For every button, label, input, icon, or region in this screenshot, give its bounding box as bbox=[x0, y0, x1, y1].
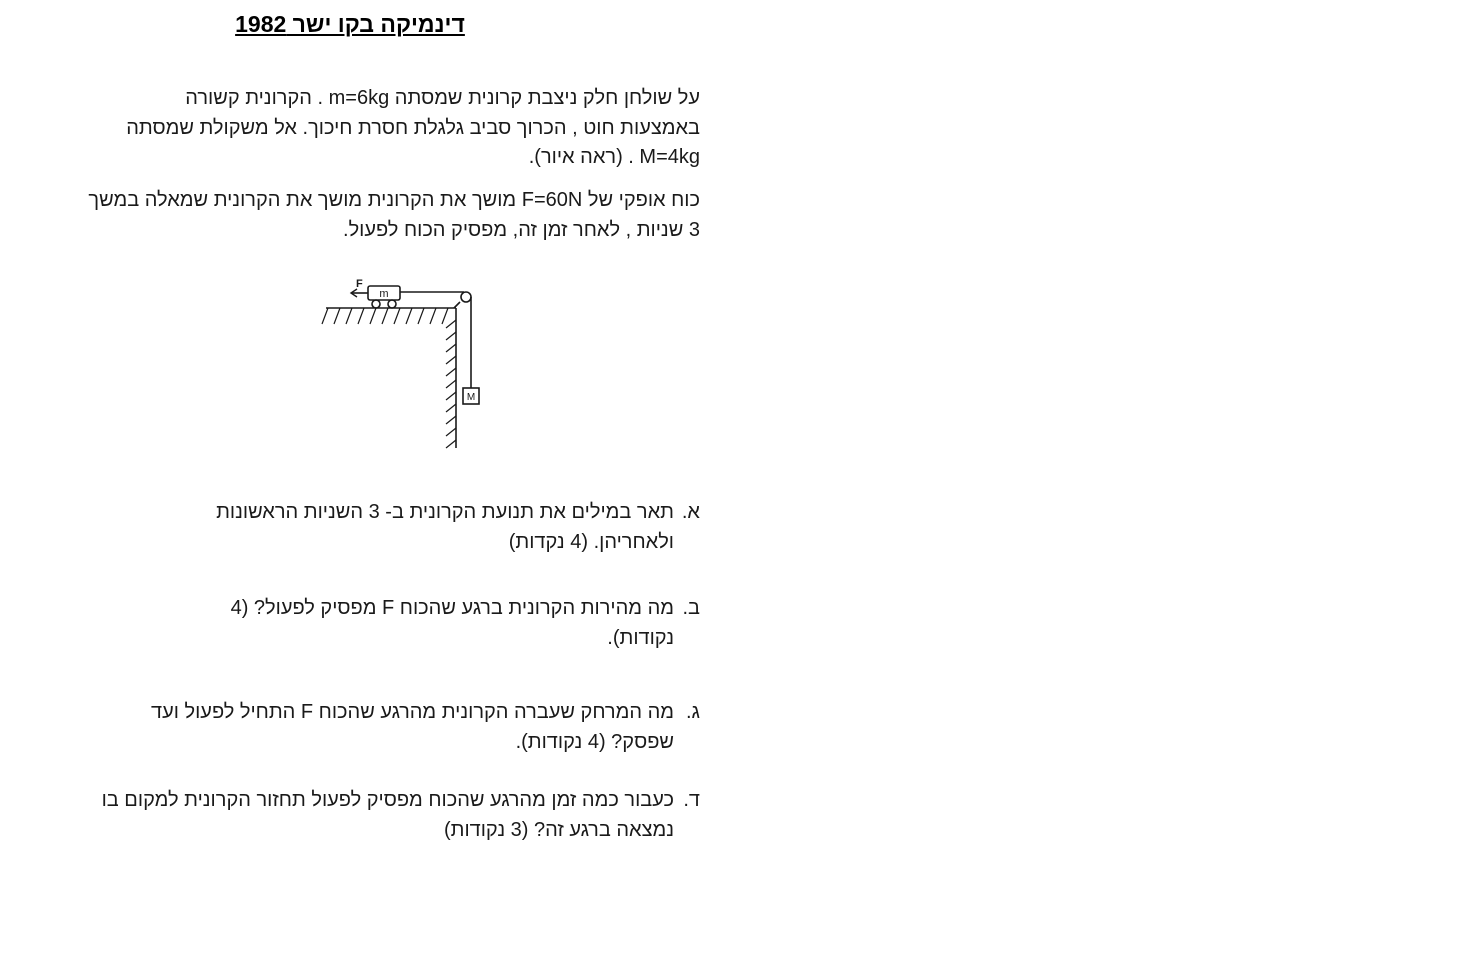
question-text: מה מהירות הקרונית ברגע שהכוח F מפסיק לפעול? (4 נקודות). bbox=[230, 597, 674, 649]
cart-pulley-diagram bbox=[318, 272, 498, 452]
pulley-bracket bbox=[454, 302, 460, 308]
question-c bbox=[100, 697, 700, 757]
question-d bbox=[100, 785, 700, 845]
question-text: כעבור כמה זמן מהרגע שהכוח מפסיק לפעול תחזור הקרונית למקום בו נמצאה ברגע זה? (3 נקודות) bbox=[101, 789, 674, 841]
question-letter: ד. bbox=[683, 789, 700, 811]
cart-wheel-left bbox=[372, 300, 380, 308]
question-letter: ב. bbox=[682, 597, 700, 619]
question-letter: ג. bbox=[685, 701, 700, 723]
table-hatching bbox=[322, 308, 448, 324]
force-label: F bbox=[356, 278, 363, 290]
weight-label: M bbox=[466, 392, 476, 403]
question-text: מה המרחק שעברה הקרונית מהרגע שהכוח F התחיל לפעול ועד שפסק? (4 נקודות). bbox=[151, 701, 674, 753]
wall-hatching bbox=[446, 320, 456, 448]
cart-label: m bbox=[379, 288, 389, 300]
question-a bbox=[140, 497, 700, 557]
question-letter: א. bbox=[681, 501, 700, 523]
question-b bbox=[170, 593, 700, 653]
force-paragraph: כוח אופקי של F=60N מושך את הקרונית מושך את הקרונית שמאלה במשך 3 שניות , לאחר זמן זה, מפסיק הכוח לפעול. bbox=[88, 189, 700, 241]
question-text: תאר במילים את תנועת הקרונית ב- 3 השניות הראשונות ולאחריהן. (4 נקדות) bbox=[216, 501, 674, 553]
pulley bbox=[461, 292, 471, 302]
intro-paragraph: על שולחן חלק ניצבת קרונית שמסתה m=6kg . הקרונית קשורה באמצעות חוט , הכרוך סביב גלגלת חסרת חיכוך. אל משקולת שמסתה M=4kg . (ראה איור). bbox=[126, 87, 700, 168]
cart-wheel-right bbox=[388, 300, 396, 308]
page-title: דינמיקה בקו ישר 1982 bbox=[235, 11, 465, 37]
